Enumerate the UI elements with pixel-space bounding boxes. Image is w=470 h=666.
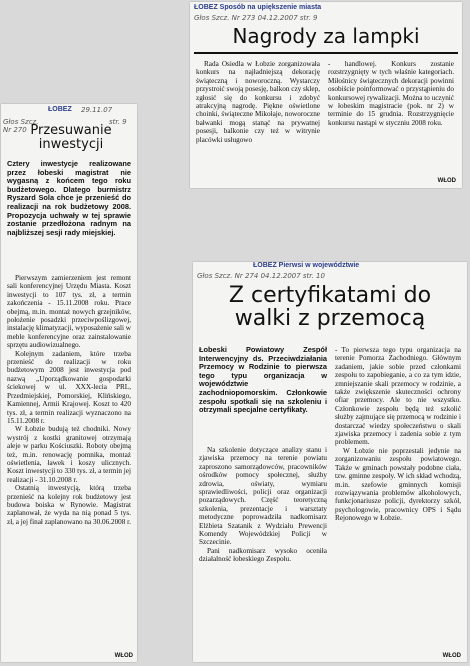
signature: WŁOD: [437, 178, 456, 184]
body-column-1: Rada Osiedla w Łobzie zorganizowała konkurs na najładniejszą dekorację świąteczną i noworoczną. Wystarczy przystroić swoją posesję, balkon czy sklep, zgłosić się do konkursu i zdobyć atrakcyjną nagrodę. Piękne oświetlone choinki, świąteczne Mikołaje, noworoczne bałwanki mogą stanąć na prywatnej posesji, balkonie czy też w witrynie placówki usługowo: [196, 60, 320, 144]
body-column-2: [335, 346, 461, 523]
handwritten-date: 29.11.07: [81, 106, 113, 114]
headline: Nagrody za lampki: [232, 24, 420, 48]
signature: WŁOD: [442, 653, 461, 659]
paragraph: - To pierwsza tego typu organizacja na terenie Pomorza Zachodniego. Głównym zadaniem, jakie sobie przed członkami zespołu to zapobieganie, a co za tym idzie, zmniejszanie skali przemocy w rodzinie, a także zwiększenie skuteczności ochrony ofiar przemocy. Ale to nie wszystko. Członkowie zespołu będą też szkolić służby zajmujące się przemocą w rodzinie i dostarczać wiedzy społeczeństwu o skali zjawiska przemocy i zadenia sobie z tym problemem.: [335, 346, 461, 447]
handwritten-page: str. 9: [109, 118, 127, 126]
rule: [194, 52, 458, 54]
handwritten-source: Głos Szcz. Nr 270: [3, 118, 39, 134]
paragraph: W Łobzie nie poprzestali jedynie na zorganizowaniu zespołu powiatowego. Także w gminach powstały podobne ciała, tzw. gminne zespoły. W ich skład wchodzą, m.in. szefowie gminnych komisji rozwiązywania problemów alkoholowych, funkcjonariusze policji, dyrektorzy szkół, psychologowie, pracownicy OPS i Sądu Rejonowego w Łobzie.: [335, 446, 461, 523]
headline: Przesuwanie inwestycji: [30, 123, 112, 152]
body-column-2: - handlowej. Konkurs zostanie rozstrzygnięty w tych właśnie kategoriach. Miłośnicy świątecznych dekoracji powinni osobiście poinformować o przystąpieniu do konkursowej rywalizacji. Można to uczynić w łobeskim magistracie (pok. nr 2) w terminie do 15 grudnia. Rozstrzygnięcie konkursu nastąpi w styczniu 2008 roku.: [328, 60, 454, 127]
signature: WŁOD: [114, 653, 133, 659]
paragraph: Ostatnią inwestycją, którą trzeba przenieść na kolejny rok budżetowy jest budowa boiska w Rynowie. Magistrat zaplanował, że wyda na nią ponad 5 tys. zł, a jej finał zaplanowano na 30.06.2008 r.: [7, 484, 131, 526]
paragraph: W Łobzie budują też chodniki. Nowy wystrój z kostki granitowej otrzymają aleje w parku Kościuszki. Roboty obejmą też, m.in. renowację pomnika, montaż oświetlenia, ławek i koszy ulicznych. Koszt inwestycji to 330 tys. zł, a termin jej realizacji - 31.10.2008 r.: [7, 425, 131, 484]
section-label: ŁOBEZ: [48, 106, 72, 113]
paragraph: Na szkolenie dotyczące analizy stanu i zjawiska przemocy na terenie powiatu zaproszono samorządowców, pracowników ośrodków pomocy społecznej, służby zdrowia, oświaty, wymiaru sprawiedliwości, policji oraz organizacji pozarządowych. Część teoretyczną szkolenia, prezentacje i warsztaty metodyczne poprowadziła nadkomisarz Elżbieta Szatanik z Wydziału Prewencji Komendy Wojewódzkiej Policji w Szczecinie.: [199, 446, 327, 547]
paragraph: Pierwszym zamierzeniem jest remont sali konferencyjnej Urzędu Miasta. Koszt inwestycji to 107 tys. zł, a termin zakończenia - 15.11.2008 roku. Prace obejmą, m.in. montaż nowych grzejników, położenie posadzki przeciwpoślizgowej, instalację klimatyzacji, wyposażenie sali w meble konferencyjne oraz zainstalowanie sprzętu audiowizualnego.: [7, 274, 131, 350]
handwritten-source: Głos Szcz. Nr 273 04.12.2007 str. 9: [194, 14, 318, 22]
section-label: ŁOBEZ Sposób na upiększenie miasta: [194, 4, 322, 11]
paragraph: Pani nadkomisarz wysoko oceniła działalność łobeskiego Zespołu.: [199, 546, 327, 564]
paragraph: Kolejnym zadaniem, które trzeba przenieść do realizacji w roku budżetowym 2008 jest inwestycja pod nazwą „Uporządkowanie gospodarki ściekowej w ul. XXX-lecia PRL, Przedmiejskiej, Pomorskiej, Klińskiego, Kamiennej, Armii Krajowej. Koszt to 420 tys. zł, a termin realizacji wyznaczono na 15.11.2008 r.: [7, 349, 131, 425]
lead-paragraph: Łobeski Powiatowy Zespół Interwencyjny ds. Przeciwdziałania Przemocy w Rodzinie to pierwsza tego typu organizacja w województwie zachodniopomorskim. Członkowie zespołu spotkali się na szkoleniu i otrzymali specjalne certyfikaty.: [199, 345, 327, 415]
clip-right: [193, 262, 467, 662]
clip-top: [190, 2, 462, 188]
handwritten-source: Głos Szcz. Nr 274 04.12.2007 str. 10: [197, 272, 325, 280]
body-column-1: [199, 446, 327, 564]
lead-paragraph: Cztery inwestycje realizowane przez łobeski magistrat nie wygasną z końcem tego roku budżetowego. Dlatego burmistrz Ryszard Sola chce je przenieść do realizacji na rok budżetowy 2008. Propozycja uchwały w tej sprawie zostanie przedłożona radnym na najbliższej sesji rady miejskiej.: [7, 159, 131, 237]
headline: Z certyfikatami do walki z przemocą: [228, 283, 432, 332]
clip-left: [1, 104, 137, 662]
body-column: [7, 274, 131, 526]
section-label: ŁOBEZ Pierwsi w województwie: [253, 262, 360, 269]
